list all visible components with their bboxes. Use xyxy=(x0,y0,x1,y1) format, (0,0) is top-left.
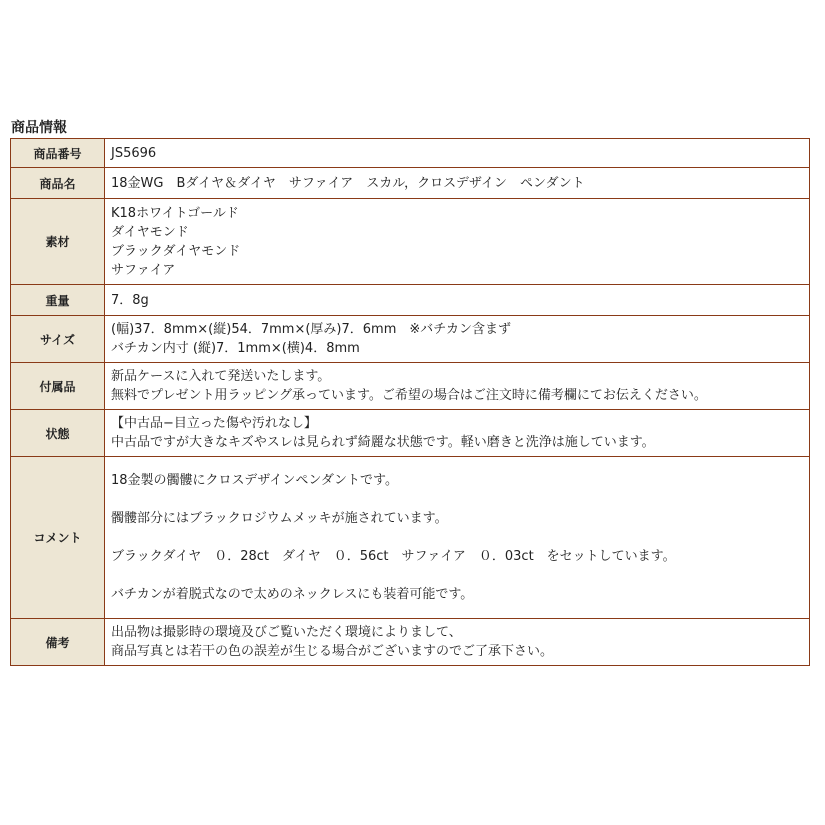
remarks-line: 商品写真とは若干の色の誤差が生じる場合がございますのでご了承下さい。 xyxy=(111,644,554,659)
value-condition xyxy=(105,410,810,457)
product-name-text: 18金WG Bダイヤ＆ダイヤ サファイア スカル，クロスデザイン ペンダント xyxy=(111,175,585,191)
product-number-text: JS5696 xyxy=(111,145,157,161)
label-weight: 重量 xyxy=(11,285,105,316)
comment-paragraph: ブラックダイヤ ０．28ct ダイヤ ０．56ct サファイア ０．03ct をセットしています。 xyxy=(111,549,676,564)
value-remarks xyxy=(105,619,810,666)
accessories-line: 新品ケースに入れて発送いたします。 xyxy=(111,369,331,384)
material-line: K18ホワイトゴールド xyxy=(111,205,239,221)
value-weight xyxy=(105,285,810,316)
remarks-line: 出品物は撮影時の環境及びご覧いただく環境によりまして、 xyxy=(111,625,462,640)
label-condition: 状態 xyxy=(11,410,105,457)
value-material xyxy=(105,199,810,285)
row-remarks xyxy=(11,619,810,666)
label-size: サイズ xyxy=(11,316,105,363)
row-product-name xyxy=(11,168,810,199)
row-accessories xyxy=(11,363,810,410)
value-accessories xyxy=(105,363,810,410)
row-size xyxy=(11,316,810,363)
section-title: 商品情報 xyxy=(11,120,67,136)
label-remarks: 備考 xyxy=(11,619,105,666)
label-product-name: 商品名 xyxy=(11,168,105,199)
value-size xyxy=(105,316,810,363)
value-product-number xyxy=(105,139,810,168)
row-product-number xyxy=(11,139,810,168)
material-line: ダイヤモンド xyxy=(111,224,189,240)
product-info-section xyxy=(10,118,810,666)
comment-spacer xyxy=(111,566,803,585)
comment-paragraph: 18金製の髑髏にクロスデザインペンダントです。 xyxy=(111,473,398,488)
comment-spacer xyxy=(111,490,803,509)
size-line: バチカン内寸 (縦)7．1mm×(横)4．8mm xyxy=(111,341,360,356)
size-line: (幅)37．8mm×(縦)54．7mm×(厚み)7．6mm ※バチカン含まず xyxy=(111,322,511,337)
weight-text: 7．8g xyxy=(111,292,149,308)
row-condition xyxy=(11,410,810,457)
material-line: サファイア xyxy=(111,262,176,278)
comment-paragraph: 髑髏部分にはブラックロジウムメッキが施されています。 xyxy=(111,511,448,526)
condition-line: 中古品ですが大きなキズやスレは見られず綺麗な状態です。軽い磨きと洗浄は施しています。 xyxy=(111,435,655,450)
label-material: 素材 xyxy=(11,199,105,285)
comment-paragraph: バチカンが着脱式なので太めのネックレスにも装着可能です。 xyxy=(111,587,474,602)
label-product-number: 商品番号 xyxy=(11,139,105,168)
row-material xyxy=(11,199,810,285)
product-info-table xyxy=(10,138,810,666)
condition-line: 【中古品−目立った傷や汚れなし】 xyxy=(111,416,317,431)
row-weight xyxy=(11,285,810,316)
row-comment xyxy=(11,457,810,619)
value-comment xyxy=(105,457,810,619)
accessories-line: 無料でプレゼント用ラッピング承っています。ご希望の場合はご注文時に備考欄にてお伝えください。 xyxy=(111,388,707,403)
label-accessories: 付属品 xyxy=(11,363,105,410)
comment-spacer xyxy=(111,528,803,547)
material-line: ブラックダイヤモンド xyxy=(111,243,241,259)
value-product-name xyxy=(105,168,810,199)
label-comment: コメント xyxy=(11,457,105,619)
